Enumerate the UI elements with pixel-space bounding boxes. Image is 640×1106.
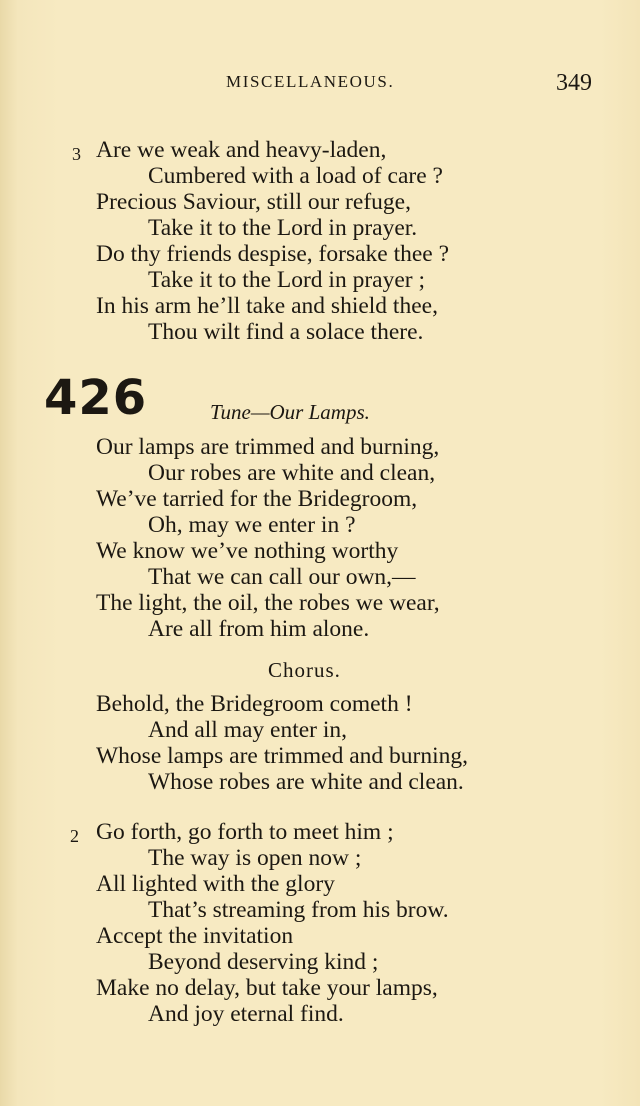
hymn-line: All lighted with the glory [96,871,335,897]
hymn-line: Take it to the Lord in prayer. [148,215,418,241]
hymn-line: Our robes are white and clean, [148,460,436,486]
hymn-line: We know we’ve nothing worthy [96,538,399,564]
hymn-line: Precious Saviour, still our refuge, [96,189,411,215]
hymn-line: That’s streaming from his brow. [148,897,449,923]
hymn-line: Behold, the Bridegroom cometh ! [96,691,413,717]
hymn-line: Whose lamps are trimmed and burning, [96,743,468,769]
section-title: MISCELLANEOUS. [226,72,395,91]
hymn-line: And all may enter in, [148,717,348,743]
page-number: 349 [556,70,592,96]
hymn-line: Oh, may we enter in ? [148,512,356,538]
hymn-number: 426 [44,370,148,426]
hymn-line: Take it to the Lord in prayer ; [148,267,425,293]
hymn-line: Whose robes are white and clean. [148,769,464,795]
hymn-line: Do thy friends despise, forsake thee ? [96,241,450,267]
stanza-number: 2 [70,826,79,846]
hymn-line: Accept the invitation [96,923,294,949]
hymn-line: And joy eternal find. [148,1001,344,1027]
hymn-line: Are all from him alone. [148,616,370,642]
hymn-line: We’ve tarried for the Bridegroom, [96,486,418,512]
chorus-heading: Chorus. [268,658,341,682]
hymn-line: Thou wilt find a solace there. [148,319,424,345]
hymn-line: The way is open now ; [148,845,362,871]
hymn-line: That we can call our own,— [148,564,416,590]
hymn-line: Make no delay, but take your lamps, [96,975,438,1001]
hymn-line: Beyond deserving kind ; [148,949,379,975]
running-head [0,70,640,100]
hymn-line: Go forth, go forth to meet him ; [96,819,394,845]
hymn-line: In his arm he’ll take and shield thee, [96,293,438,319]
hymn-line: The light, the oil, the robes we wear, [96,590,440,616]
hymn-line: Cumbered with a load of care ? [148,163,443,189]
tune-name: Tune—Our Lamps. [210,400,370,424]
hymn-line: Our lamps are trimmed and burning, [96,434,440,460]
stanza-number: 3 [72,144,81,164]
hymn-line: Are we weak and heavy-laden, [96,137,387,163]
